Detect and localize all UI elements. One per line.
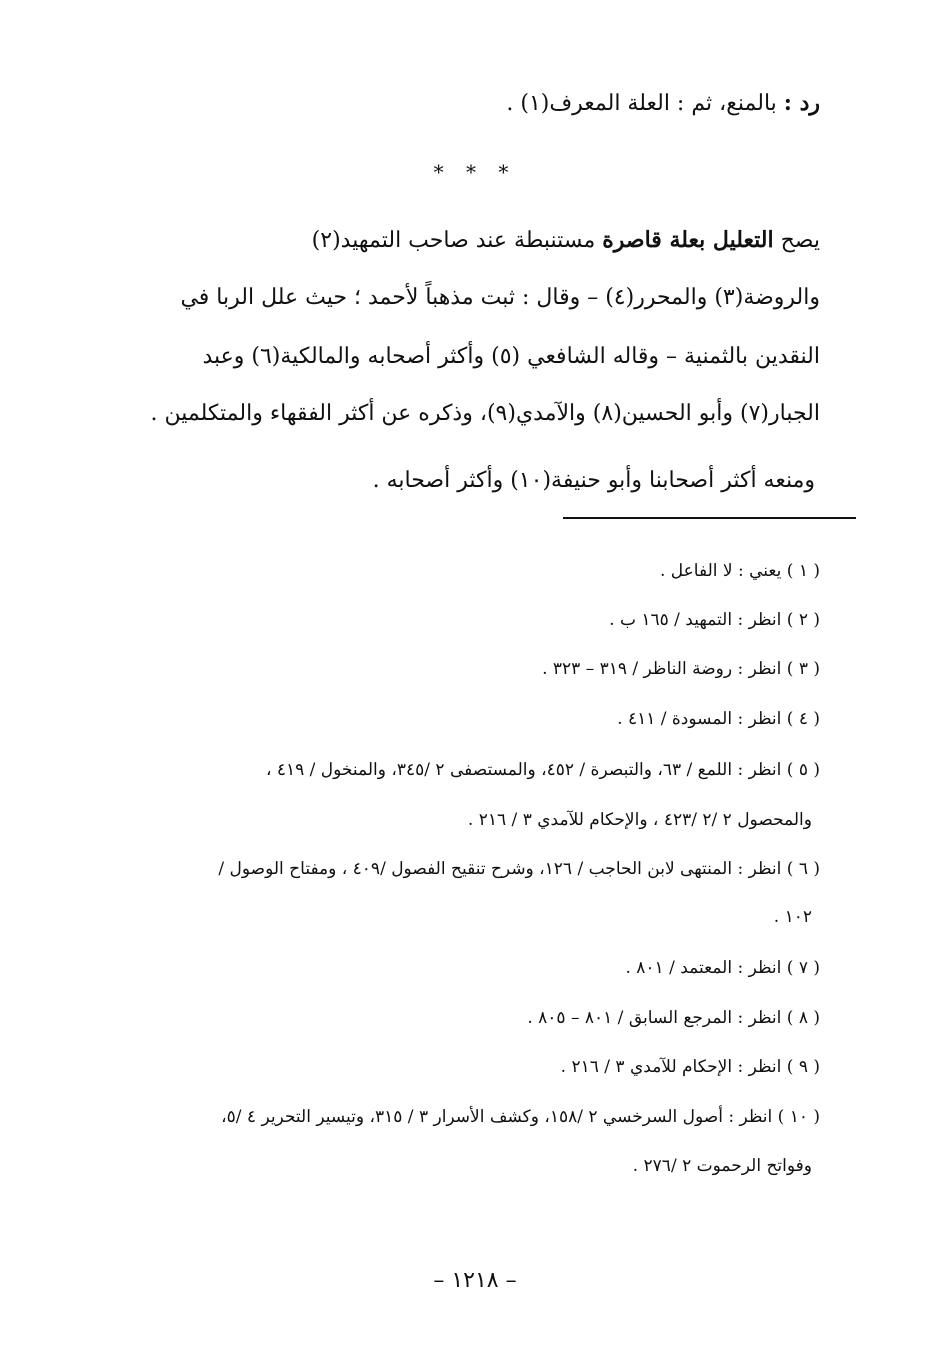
footnote-5-cont: والمحصول ٢ /٢ /٤٢٣ ، والإحكام للآمدي ٣ / ٢١٦ . — [467, 810, 812, 830]
footnote-6: ( ٦ ) انظر : المنتهى لابن الحاجب / ١٢٦، وشرح تنقيح الفصول /٤٠٩ ، ومفتاح الوصول / — [218, 859, 820, 879]
paragraph-line-3: النقدين بالثمنية – وقاله الشافعي (٥) وأكثر أصحابه والمالكية(٦) وعبد — [202, 344, 820, 369]
footnote-1: ( ١ ) يعني : لا الفاعل . — [659, 561, 820, 581]
paragraph-2: ومنعه أكثر أصحابنا وأبو حنيفة(١٠) وأكثر أصحابه . — [372, 468, 815, 493]
reply-line — [130, 92, 820, 115]
footnote-4: ( ٤ ) انظر : المسودة / ٤١١ . — [617, 709, 820, 729]
section-separator: * * * — [433, 160, 517, 184]
reply-lead: رد : — [783, 90, 820, 116]
paragraph-line-4: الجبار(٧) وأبو الحسين(٨) والآمدي(٩)، وذكره عن أكثر الفقهاء والمتكلمين . — [150, 401, 820, 426]
footnote-8: ( ٨ ) انظر : المرجع السابق / ٨٠١ – ٨٠٥ . — [527, 1008, 820, 1028]
footnote-7: ( ٧ ) انظر : المعتمد / ٨٠١ . — [625, 958, 820, 978]
para1-lead: يصح — [780, 228, 820, 253]
paragraph-line-2: والروضة(٣) والمحرر(٤) – وقال : ثبت مذهباً لأحمد ؛ حيث علل الربا في — [180, 285, 820, 310]
para1-rest: مستنبطة عند صاحب التمهيد(٢) — [311, 228, 596, 253]
page-number: – ١٢١٨ – — [433, 1268, 517, 1293]
footnote-10: ( ١٠ ) انظر : أصول السرخسي ٢ /١٥٨، وكشف الأسرار ٣ / ٣١٥، وتيسير التحرير ٤ /٥، — [221, 1107, 820, 1127]
footnote-10-cont: وفواتح الرحموت ٢ /٢٧٦ . — [632, 1156, 812, 1176]
footnote-5: ( ٥ ) انظر : اللمع / ٦٣، والتبصرة / ٤٥٢، والمستصفى ٢ /٣٤٥، والمنخول / ٤١٩ ، — [265, 760, 820, 780]
footnote-3: ( ٣ ) انظر : روضة الناظر / ٣١٩ – ٣٢٣ . — [542, 659, 820, 679]
paragraph-line-1 — [130, 229, 820, 252]
footnote-2: ( ٢ ) انظر : التمهيد / ١٦٥ ب . — [609, 610, 820, 630]
footnote-6-cont: ١٠٢ . — [773, 907, 812, 927]
para1-bold-term: التعليل بعلة قاصرة — [602, 227, 774, 253]
footnote-divider — [563, 517, 856, 519]
footnote-9: ( ٩ ) انظر : الإحكام للآمدي ٣ / ٢١٦ . — [560, 1057, 820, 1077]
reply-text: بالمنع، ثم : العلة المعرف(١) . — [506, 91, 777, 116]
